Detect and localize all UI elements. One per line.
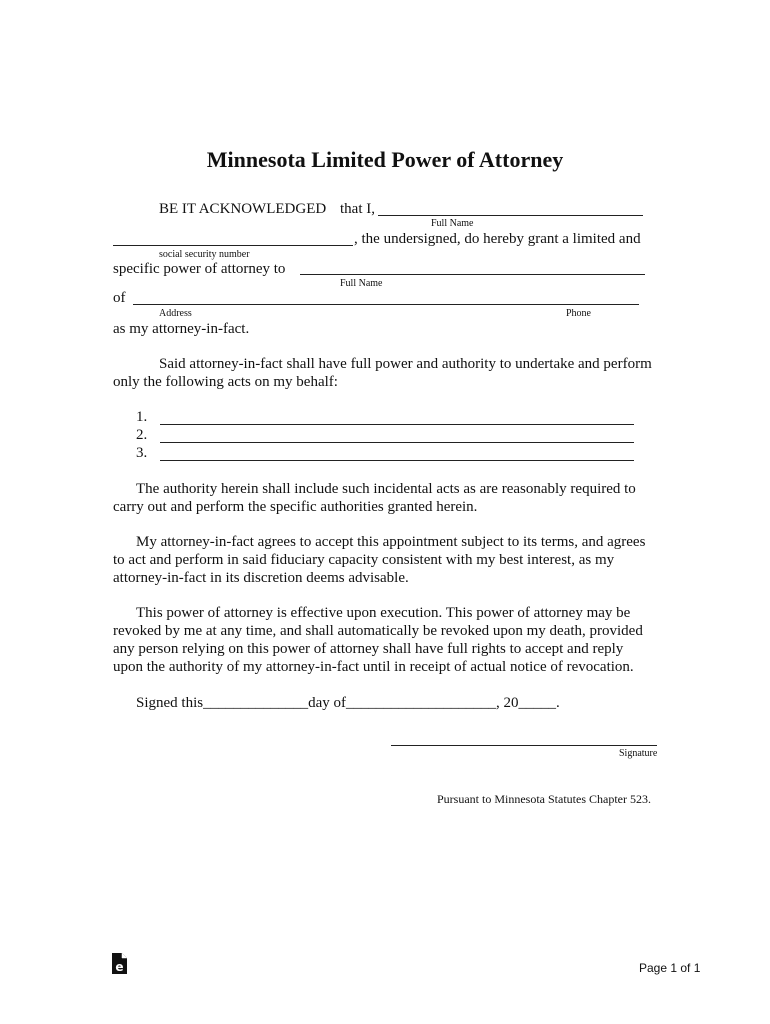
incidental-line-1: The authority herein shall include such incidental acts as are reasonably required to [136,481,636,497]
year-field[interactable]: _____ [518,695,556,711]
specific-power-text: specific power of attorney to [113,261,286,277]
signed-period: . [556,695,560,711]
signed-this-text: Signed this [136,695,204,711]
act-field-2[interactable] [160,442,634,443]
acceptance-line-3: attorney-in-fact in its discretion deems advisable. [113,570,409,586]
esign-logo-icon [112,953,127,974]
svg-text:e: e [115,960,124,974]
full-name-label-2: Full Name [340,278,383,289]
document-title: Minnesota Limited Power of Attorney [206,147,564,172]
address-label: Address [159,308,192,319]
address-phone-field[interactable] [133,304,639,305]
grant-text: , the undersigned, do hereby grant a limited and [354,231,641,247]
act-field-3[interactable] [160,460,634,461]
that-i-text: that I, [340,201,375,217]
of-text: of [113,290,126,306]
month-field[interactable]: ____________________ [346,695,496,711]
acceptance-line-2: to act and perform in said fiduciary capacity consistent with my best interest, as my [113,552,615,568]
signature-label: Signature [619,748,658,759]
day-of-text: day of [308,695,346,711]
effective-line-3: any person relying on this power of attorney shall have full rights to accept and reply [113,641,624,657]
signed-line [136,695,560,712]
acknowledged-text: BE IT ACKNOWLEDGED [159,201,327,217]
ssn-field[interactable] [113,245,353,246]
attorney-in-fact-text: as my attorney-in-fact. [113,321,250,337]
signature-field[interactable] [391,745,657,746]
act-number-1: 1. [136,409,148,425]
full-name-label: Full Name [431,218,474,229]
acceptance-line-1: My attorney-in-fact agrees to accept this appointment subject to its terms, and agrees [136,534,646,550]
incidental-line-2: carry out and perform the specific authorities granted herein. [113,499,478,515]
effective-line-4: upon the authority of my attorney-in-fact until in receipt of actual notice of revocation. [113,659,634,675]
act-field-1[interactable] [160,424,634,425]
ssn-label: social security number [159,249,250,260]
effective-line-1: This power of attorney is effective upon execution. This power of attorney may be [136,605,631,621]
act-number-2: 2. [136,427,148,443]
day-field[interactable]: ______________ [203,695,309,711]
page-number: Page 1 of 1 [639,961,701,975]
powers-line-1: Said attorney-in-fact shall have full power and authority to undertake and perform [159,356,652,372]
statute-text: Pursuant to Minnesota Statutes Chapter 523. [437,792,651,806]
phone-label: Phone [566,308,591,319]
effective-line-2: revoked by me at any time, and shall automatically be revoked upon my death, provided [113,623,643,639]
grantor-name-field[interactable] [378,215,643,216]
powers-line-2: only the following acts on my behalf: [113,374,338,390]
year-prefix-text: , 20 [496,695,519,711]
act-number-3: 3. [136,445,148,461]
agent-name-field[interactable] [300,274,645,275]
